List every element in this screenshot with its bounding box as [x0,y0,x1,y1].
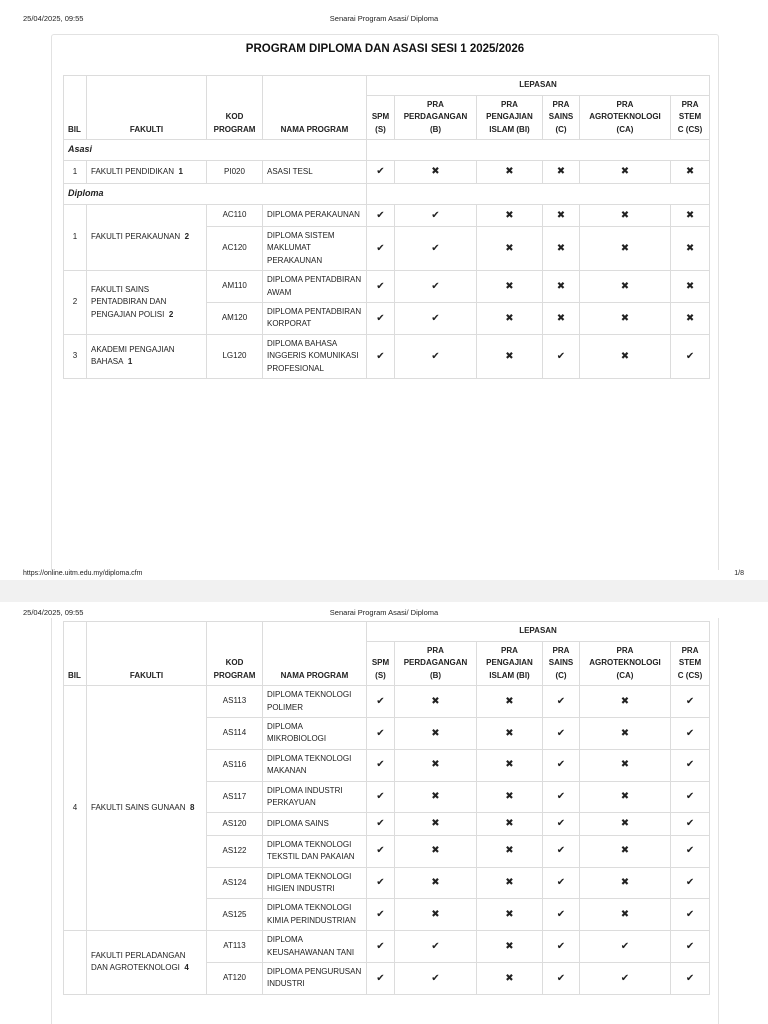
col-header-lepasan-2: PRA PENGAJIAN ISLAM (BI) [477,642,543,686]
cross-icon: ✖ [671,227,710,271]
check-icon: ✔ [543,835,580,867]
cross-icon: ✖ [580,749,671,781]
row-nama-program: DIPLOMA PERAKAUNAN [263,204,367,227]
check-icon: ✔ [543,781,580,813]
print-datetime: 25/04/2025, 09:55 [23,608,84,617]
check-icon: ✔ [367,271,395,303]
col-header-lepasan: LEPASAN [367,622,710,642]
check-icon: ✔ [671,781,710,813]
row-kod-program: AS117 [207,781,263,813]
cross-icon: ✖ [580,899,671,931]
cross-icon: ✖ [671,303,710,335]
check-icon: ✔ [671,749,710,781]
check-icon: ✔ [367,867,395,899]
print-doc-title: Senarai Program Asasi/ Diploma [329,608,439,617]
row-nama-program: DIPLOMA TEKNOLOGI TEKSTIL DAN PAKAIAN [263,835,367,867]
cross-icon: ✖ [580,161,671,184]
row-kod-program: AC120 [207,227,263,271]
col-header-lepasan-5: PRA STEM C (CS) [671,642,710,686]
program-count: 4 [184,963,189,973]
print-datetime: 25/04/2025, 09:55 [23,14,84,23]
col-header-lepasan-0: SPM (S) [367,96,395,140]
col-header-lepasan-0: SPM (S) [367,642,395,686]
row-kod-program: AT113 [207,931,263,963]
check-icon: ✔ [395,204,477,227]
row-nama-program: DIPLOMA KEUSAHAWANAN TANI [263,931,367,963]
table-row [64,204,710,227]
print-url[interactable]: https://online.uitm.edu.my/diploma.cfm [23,570,143,577]
row-nama-program: DIPLOMA PENGURUSAN INDUSTRI [263,962,367,994]
cross-icon: ✖ [477,962,543,994]
cross-icon: ✖ [580,334,671,378]
cross-icon: ✖ [580,204,671,227]
row-kod-program: AS124 [207,867,263,899]
check-icon: ✔ [671,867,710,899]
cross-icon: ✖ [543,204,580,227]
check-icon: ✔ [543,686,580,718]
check-icon: ✔ [367,749,395,781]
row-nama-program: DIPLOMA BAHASA INGGERIS KOMUNIKASI PROFESIONAL [263,334,367,378]
cross-icon: ✖ [543,161,580,184]
row-nama-program: DIPLOMA PENTADBIRAN AWAM [263,271,367,303]
cross-icon: ✖ [580,227,671,271]
row-fakulti [87,204,207,271]
fakulti-name: FAKULTI PENDIDIKAN [91,166,174,176]
row-kod-program: AT120 [207,962,263,994]
print-page-2 [0,602,768,1024]
col-header-lepasan-4: PRA AGROTEKNOLOGI (CA) [580,96,671,140]
section-row [64,140,710,161]
col-header-nama-program: NAMA PROGRAM [263,622,367,686]
cross-icon: ✖ [477,334,543,378]
check-icon: ✔ [367,686,395,718]
cross-icon: ✖ [580,303,671,335]
program-count: 1 [178,166,183,176]
check-icon: ✔ [367,962,395,994]
check-icon: ✔ [543,899,580,931]
table-row [64,161,710,184]
program-table [63,621,710,995]
section-spacer [367,140,710,161]
row-nama-program: ASASI TESL [263,161,367,184]
cross-icon: ✖ [671,204,710,227]
program-count: 1 [127,357,133,367]
cross-icon: ✖ [477,204,543,227]
cross-icon: ✖ [580,867,671,899]
cross-icon: ✖ [395,781,477,813]
section-row [64,183,710,204]
check-icon: ✔ [671,686,710,718]
check-icon: ✔ [367,717,395,749]
cross-icon: ✖ [395,867,477,899]
check-icon: ✔ [671,334,710,378]
check-icon: ✔ [367,835,395,867]
section-label: Diploma [64,183,367,204]
check-icon: ✔ [395,271,477,303]
cross-icon: ✖ [580,835,671,867]
cross-icon: ✖ [395,161,477,184]
row-nama-program: DIPLOMA INDUSTRI PERKAYUAN [263,781,367,813]
cross-icon: ✖ [477,717,543,749]
row-nama-program: DIPLOMA TEKNOLOGI KIMIA PERINDUSTRIAN [263,899,367,931]
page-separator [0,580,768,602]
col-header-lepasan-3: PRA SAINS (C) [543,642,580,686]
row-bil: 1 [64,161,87,184]
check-icon: ✔ [367,204,395,227]
check-icon: ✔ [367,334,395,378]
table-row [64,271,710,303]
row-kod-program: AM120 [207,303,263,335]
col-header-nama-program: NAMA PROGRAM [263,76,367,140]
check-icon: ✔ [671,962,710,994]
cross-icon: ✖ [477,227,543,271]
section-label: Asasi [64,140,367,161]
cross-icon: ✖ [477,931,543,963]
col-header-lepasan-1: PRA PERDAGANGAN (B) [395,642,477,686]
check-icon: ✔ [671,931,710,963]
check-icon: ✔ [671,899,710,931]
row-nama-program: DIPLOMA MIKROBIOLOGI [263,717,367,749]
col-header-bil: BIL [64,76,87,140]
print-page-number: 1/8 [734,570,744,577]
check-icon: ✔ [395,227,477,271]
cross-icon: ✖ [477,835,543,867]
cross-icon: ✖ [395,749,477,781]
check-icon: ✔ [367,899,395,931]
program-table [63,75,710,379]
row-kod-program: AM110 [207,271,263,303]
table-row [64,686,710,718]
row-fakulti [87,686,207,931]
program-card [51,618,719,1024]
cross-icon: ✖ [395,813,477,836]
cross-icon: ✖ [477,161,543,184]
cross-icon: ✖ [477,781,543,813]
row-nama-program: DIPLOMA SAINS [263,813,367,836]
check-icon: ✔ [367,813,395,836]
check-icon: ✔ [367,227,395,271]
program-count: 2 [184,232,190,242]
row-nama-program: DIPLOMA TEKNOLOGI POLIMER [263,686,367,718]
check-icon: ✔ [395,334,477,378]
row-bil [64,931,87,995]
check-icon: ✔ [543,962,580,994]
check-icon: ✔ [671,813,710,836]
row-bil: 2 [64,271,87,335]
row-kod-program: AS120 [207,813,263,836]
row-bil: 3 [64,334,87,378]
col-header-lepasan-3: PRA SAINS (C) [543,96,580,140]
table-row [64,931,710,963]
cross-icon: ✖ [580,813,671,836]
check-icon: ✔ [543,334,580,378]
table-row [64,334,710,378]
cross-icon: ✖ [477,813,543,836]
row-fakulti [87,931,207,995]
row-bil: 4 [64,686,87,931]
fakulti-name: FAKULTI SAINS GUNAAN [91,802,186,812]
program-card [51,34,719,570]
row-kod-program: AS122 [207,835,263,867]
cross-icon: ✖ [580,717,671,749]
row-kod-program: AS116 [207,749,263,781]
program-count: 8 [190,802,195,812]
cross-icon: ✖ [671,161,710,184]
col-header-bil: BIL [64,622,87,686]
program-count: 2 [168,309,174,319]
col-header-lepasan-1: PRA PERDAGANGAN (B) [395,96,477,140]
row-nama-program: DIPLOMA PENTADBIRAN KORPORAT [263,303,367,335]
cross-icon: ✖ [477,686,543,718]
check-icon: ✔ [367,781,395,813]
col-header-kod-program: KOD PROGRAM [207,76,263,140]
col-header-lepasan: LEPASAN [367,76,710,96]
col-header-lepasan-4: PRA AGROTEKNOLOGI (CA) [580,642,671,686]
check-icon: ✔ [543,867,580,899]
check-icon: ✔ [395,962,477,994]
fakulti-name: FAKULTI PERAKAUNAN [91,232,181,242]
page-title: PROGRAM DIPLOMA DAN ASASI SESI 1 2025/2026 [245,43,525,55]
cross-icon: ✖ [543,303,580,335]
cross-icon: ✖ [671,271,710,303]
cross-icon: ✖ [580,686,671,718]
col-header-kod-program: KOD PROGRAM [207,622,263,686]
row-nama-program: DIPLOMA SISTEM MAKLUMAT PERAKAUNAN [263,227,367,271]
header-row [64,622,710,642]
fakulti-name: FAKULTI PERLADANGAN DAN AGROTEKNOLOGI [91,951,186,973]
cross-icon: ✖ [395,835,477,867]
row-fakulti [87,161,207,184]
section-spacer [367,183,710,204]
cross-icon: ✖ [580,781,671,813]
cross-icon: ✖ [395,686,477,718]
check-icon: ✔ [543,931,580,963]
check-icon: ✔ [367,931,395,963]
check-icon: ✔ [543,749,580,781]
check-icon: ✔ [580,931,671,963]
cross-icon: ✖ [395,717,477,749]
check-icon: ✔ [367,161,395,184]
check-icon: ✔ [395,303,477,335]
col-header-fakulti: FAKULTI [87,76,207,140]
row-kod-program: AS114 [207,717,263,749]
fakulti-name: FAKULTI SAINS PENTADBIRAN DAN PENGAJIAN POLISI [91,284,167,319]
row-nama-program: DIPLOMA TEKNOLOGI MAKANAN [263,749,367,781]
fakulti-name: AKADEMI PENGAJIAN BAHASA [91,344,175,367]
cross-icon: ✖ [477,867,543,899]
print-doc-title: Senarai Program Asasi/ Diploma [329,14,439,23]
col-header-lepasan-2: PRA PENGAJIAN ISLAM (BI) [477,96,543,140]
cross-icon: ✖ [477,271,543,303]
cross-icon: ✖ [580,271,671,303]
header-row [64,76,710,96]
check-icon: ✔ [543,813,580,836]
col-header-fakulti: FAKULTI [87,622,207,686]
check-icon: ✔ [671,717,710,749]
row-nama-program: DIPLOMA TEKNOLOGI HIGIEN INDUSTRI [263,867,367,899]
row-kod-program: AS125 [207,899,263,931]
check-icon: ✔ [580,962,671,994]
check-icon: ✔ [367,303,395,335]
col-header-lepasan-5: PRA STEM C (CS) [671,96,710,140]
cross-icon: ✖ [395,899,477,931]
check-icon: ✔ [543,717,580,749]
cross-icon: ✖ [477,899,543,931]
row-kod-program: PI020 [207,161,263,184]
cross-icon: ✖ [543,271,580,303]
row-kod-program: AC110 [207,204,263,227]
cross-icon: ✖ [543,227,580,271]
row-fakulti [87,271,207,335]
check-icon: ✔ [671,835,710,867]
row-fakulti [87,334,207,378]
check-icon: ✔ [395,931,477,963]
cross-icon: ✖ [477,303,543,335]
row-kod-program: AS113 [207,686,263,718]
cross-icon: ✖ [477,749,543,781]
row-kod-program: LG120 [207,334,263,378]
row-bil: 1 [64,204,87,271]
